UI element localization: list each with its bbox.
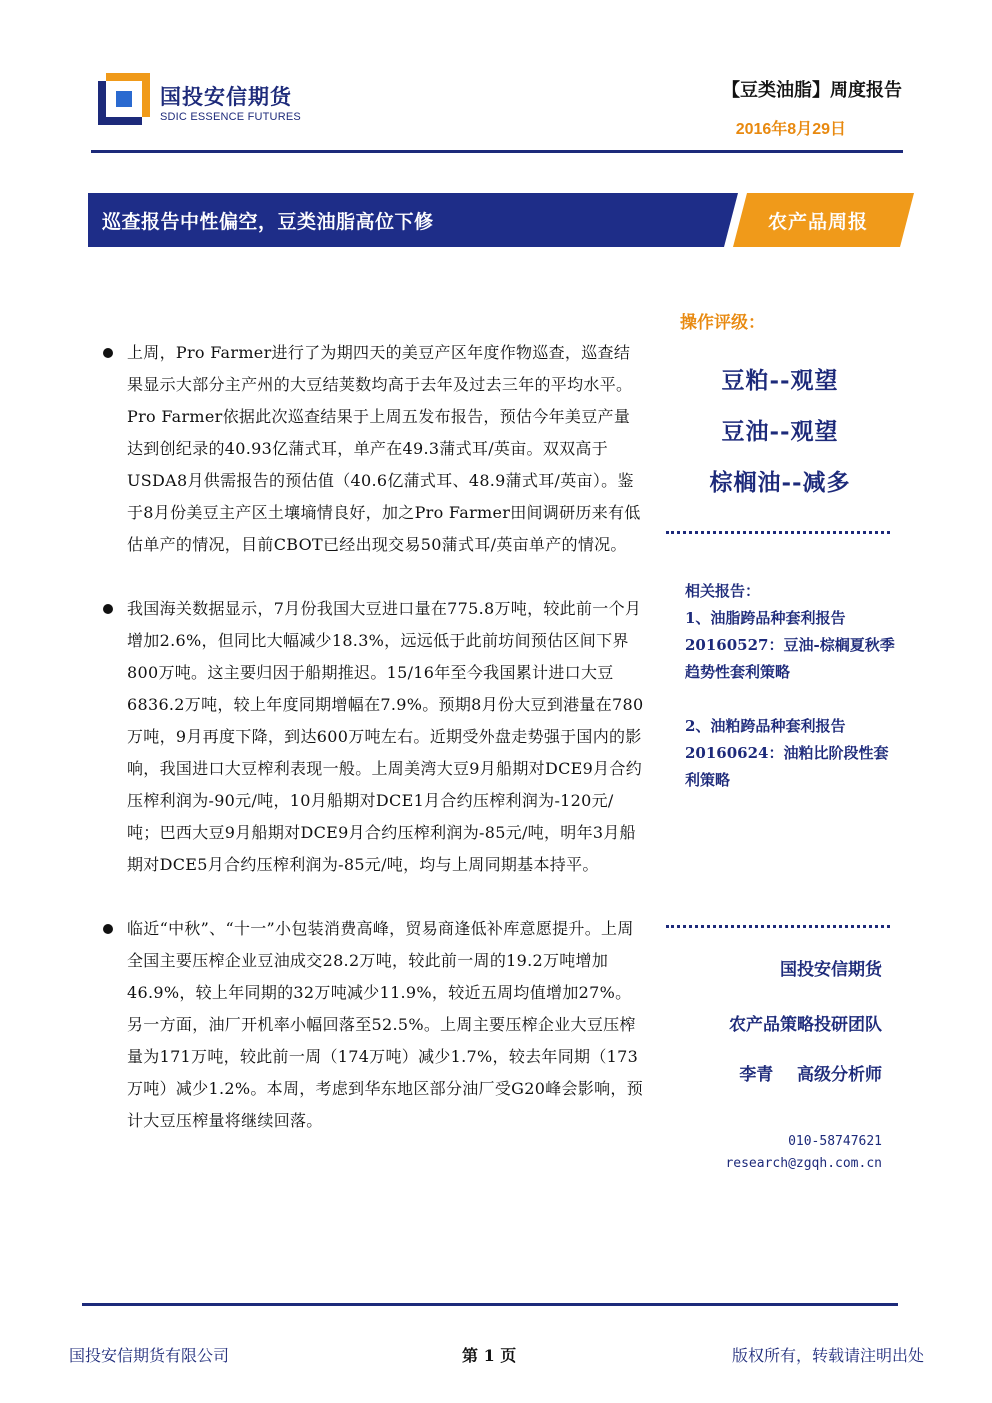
- bullet-icon: [103, 604, 113, 614]
- report-type: 【豆类油脂】周度报告: [722, 80, 902, 101]
- logo-company-cn: 国投安信期货: [160, 85, 292, 109]
- bullet-icon: [103, 348, 113, 358]
- related-reports: [685, 578, 900, 821]
- logo-company-en: SDIC ESSENCE FUTURES: [160, 111, 301, 123]
- bullet-paragraph: [100, 337, 645, 561]
- author-company: 国投安信期货: [780, 960, 882, 980]
- title-banner: [88, 193, 914, 247]
- rating-list: [665, 355, 895, 508]
- rating-soymeal: 豆粕--观望: [721, 367, 839, 394]
- rating-soyoil: 豆油--观望: [721, 418, 839, 445]
- contact-email[interactable]: research@zgqh.com.cn: [725, 1156, 882, 1171]
- report-category: 农产品周报: [768, 211, 869, 233]
- footer-divider: [82, 1303, 898, 1306]
- related-report-link[interactable]: 1、油脂跨品种套利报告20160527：豆油-棕榈夏秋季趋势性套利策略: [685, 609, 895, 681]
- rating-palmoil: 棕榈油--减多: [709, 469, 851, 496]
- footer-copyright: 版权所有，转载请注明出处: [731, 1346, 924, 1365]
- bullet-text: 上周，Pro Farmer进行了为期四天的美豆产区年度作物巡查，巡查结果显示大部分主产州的大豆结荚数均高于去年及过去三年的平均水平。Pro Farmer依据此次巡查结果于上周五发布报告，预估今年美豆产量达到创纪录的40.93亿蒲式耳，单产在49.3蒲式耳/英亩。双双高于USDA8月供需报告的预估值（40.6亿蒲式耳、48.9蒲式耳/英亩）。鉴于8月份美豆主产区土壤墒情良好，加之Pro Farmer田间调研历来有低估单产的情况，目前CBOT已经出现交易50蒲式耳/英亩单产的情况。: [127, 343, 641, 554]
- related-report-link[interactable]: 2、油粕跨品种套利报告20160624：油粕比阶段性套利策略: [685, 717, 889, 789]
- logo-mark-icon: [98, 73, 150, 125]
- report-date: 2016年8月29日: [735, 121, 846, 138]
- sidebar-divider: [666, 925, 890, 928]
- related-title: 相关报告：: [685, 582, 761, 600]
- footer-company: 国投安信期货有限公司: [69, 1346, 230, 1365]
- author-team: 农产品策略投研团队: [729, 1015, 882, 1035]
- bullet-icon: [103, 924, 113, 934]
- contact-info: [660, 1131, 882, 1175]
- header-divider: [91, 150, 903, 153]
- rating-title: 操作评级：: [680, 313, 765, 333]
- bullet-text: 临近“中秋”、“十一”小包装消费高峰，贸易商逢低补库意愿提升。上周全国主要压榨企业豆油成交28.2万吨，较此前一周的19.2万吨增加46.9%，较上年同期的32万吨减少11.9%，较近五周均值增加27%。另一方面，油厂开机率小幅回落至52.5%。上周主要压榨企业大豆压榨量为171万吨，较此前一周（174万吨）减少1.7%，较去年同期（173万吨）减少1.2%。本周，考虑到华东地区部分油厂受G20峰会影响，预计大豆压榨量将继续回落。: [127, 919, 643, 1130]
- author-name: 李青 高级分析师: [739, 1065, 882, 1085]
- bullet-paragraph: [100, 913, 645, 1137]
- bullet-text: 我国海关数据显示，7月份我国大豆进口量在775.8万吨，较此前一个月增加2.6%，但同比大幅减少18.3%，远远低于此前坊间预估区间下界800万吨。这主要归因于船期推迟。15/16年至今我国累计进口大豆6836.2万吨，较上年度同期增幅在7.9%。预期8月份大豆到港量在780万吨，9月再度下降，到达600万吨左右。近期受外盘走势强于国内的影响，我国进口大豆榨利表现一般。上周美湾大豆9月船期对DCE9月合约压榨利润为-90元/吨，10月船期对DCE1月合约压榨利润为-120元/吨；巴西大豆9月船期对DCE9月合约压榨利润为-85元/吨，明年3月船期对DCE5月合约压榨利润为-85元/吨，均与上周同期基本持平。: [127, 599, 644, 874]
- sidebar-divider: [666, 531, 890, 534]
- contact-phone: 010-58747621: [788, 1134, 882, 1149]
- page-number: 第 1 页: [462, 1346, 517, 1365]
- company-logo: [98, 73, 338, 133]
- report-title: 巡查报告中性偏空，豆类油脂高位下修: [102, 211, 434, 233]
- main-content: [100, 337, 645, 1169]
- bullet-paragraph: [100, 593, 645, 881]
